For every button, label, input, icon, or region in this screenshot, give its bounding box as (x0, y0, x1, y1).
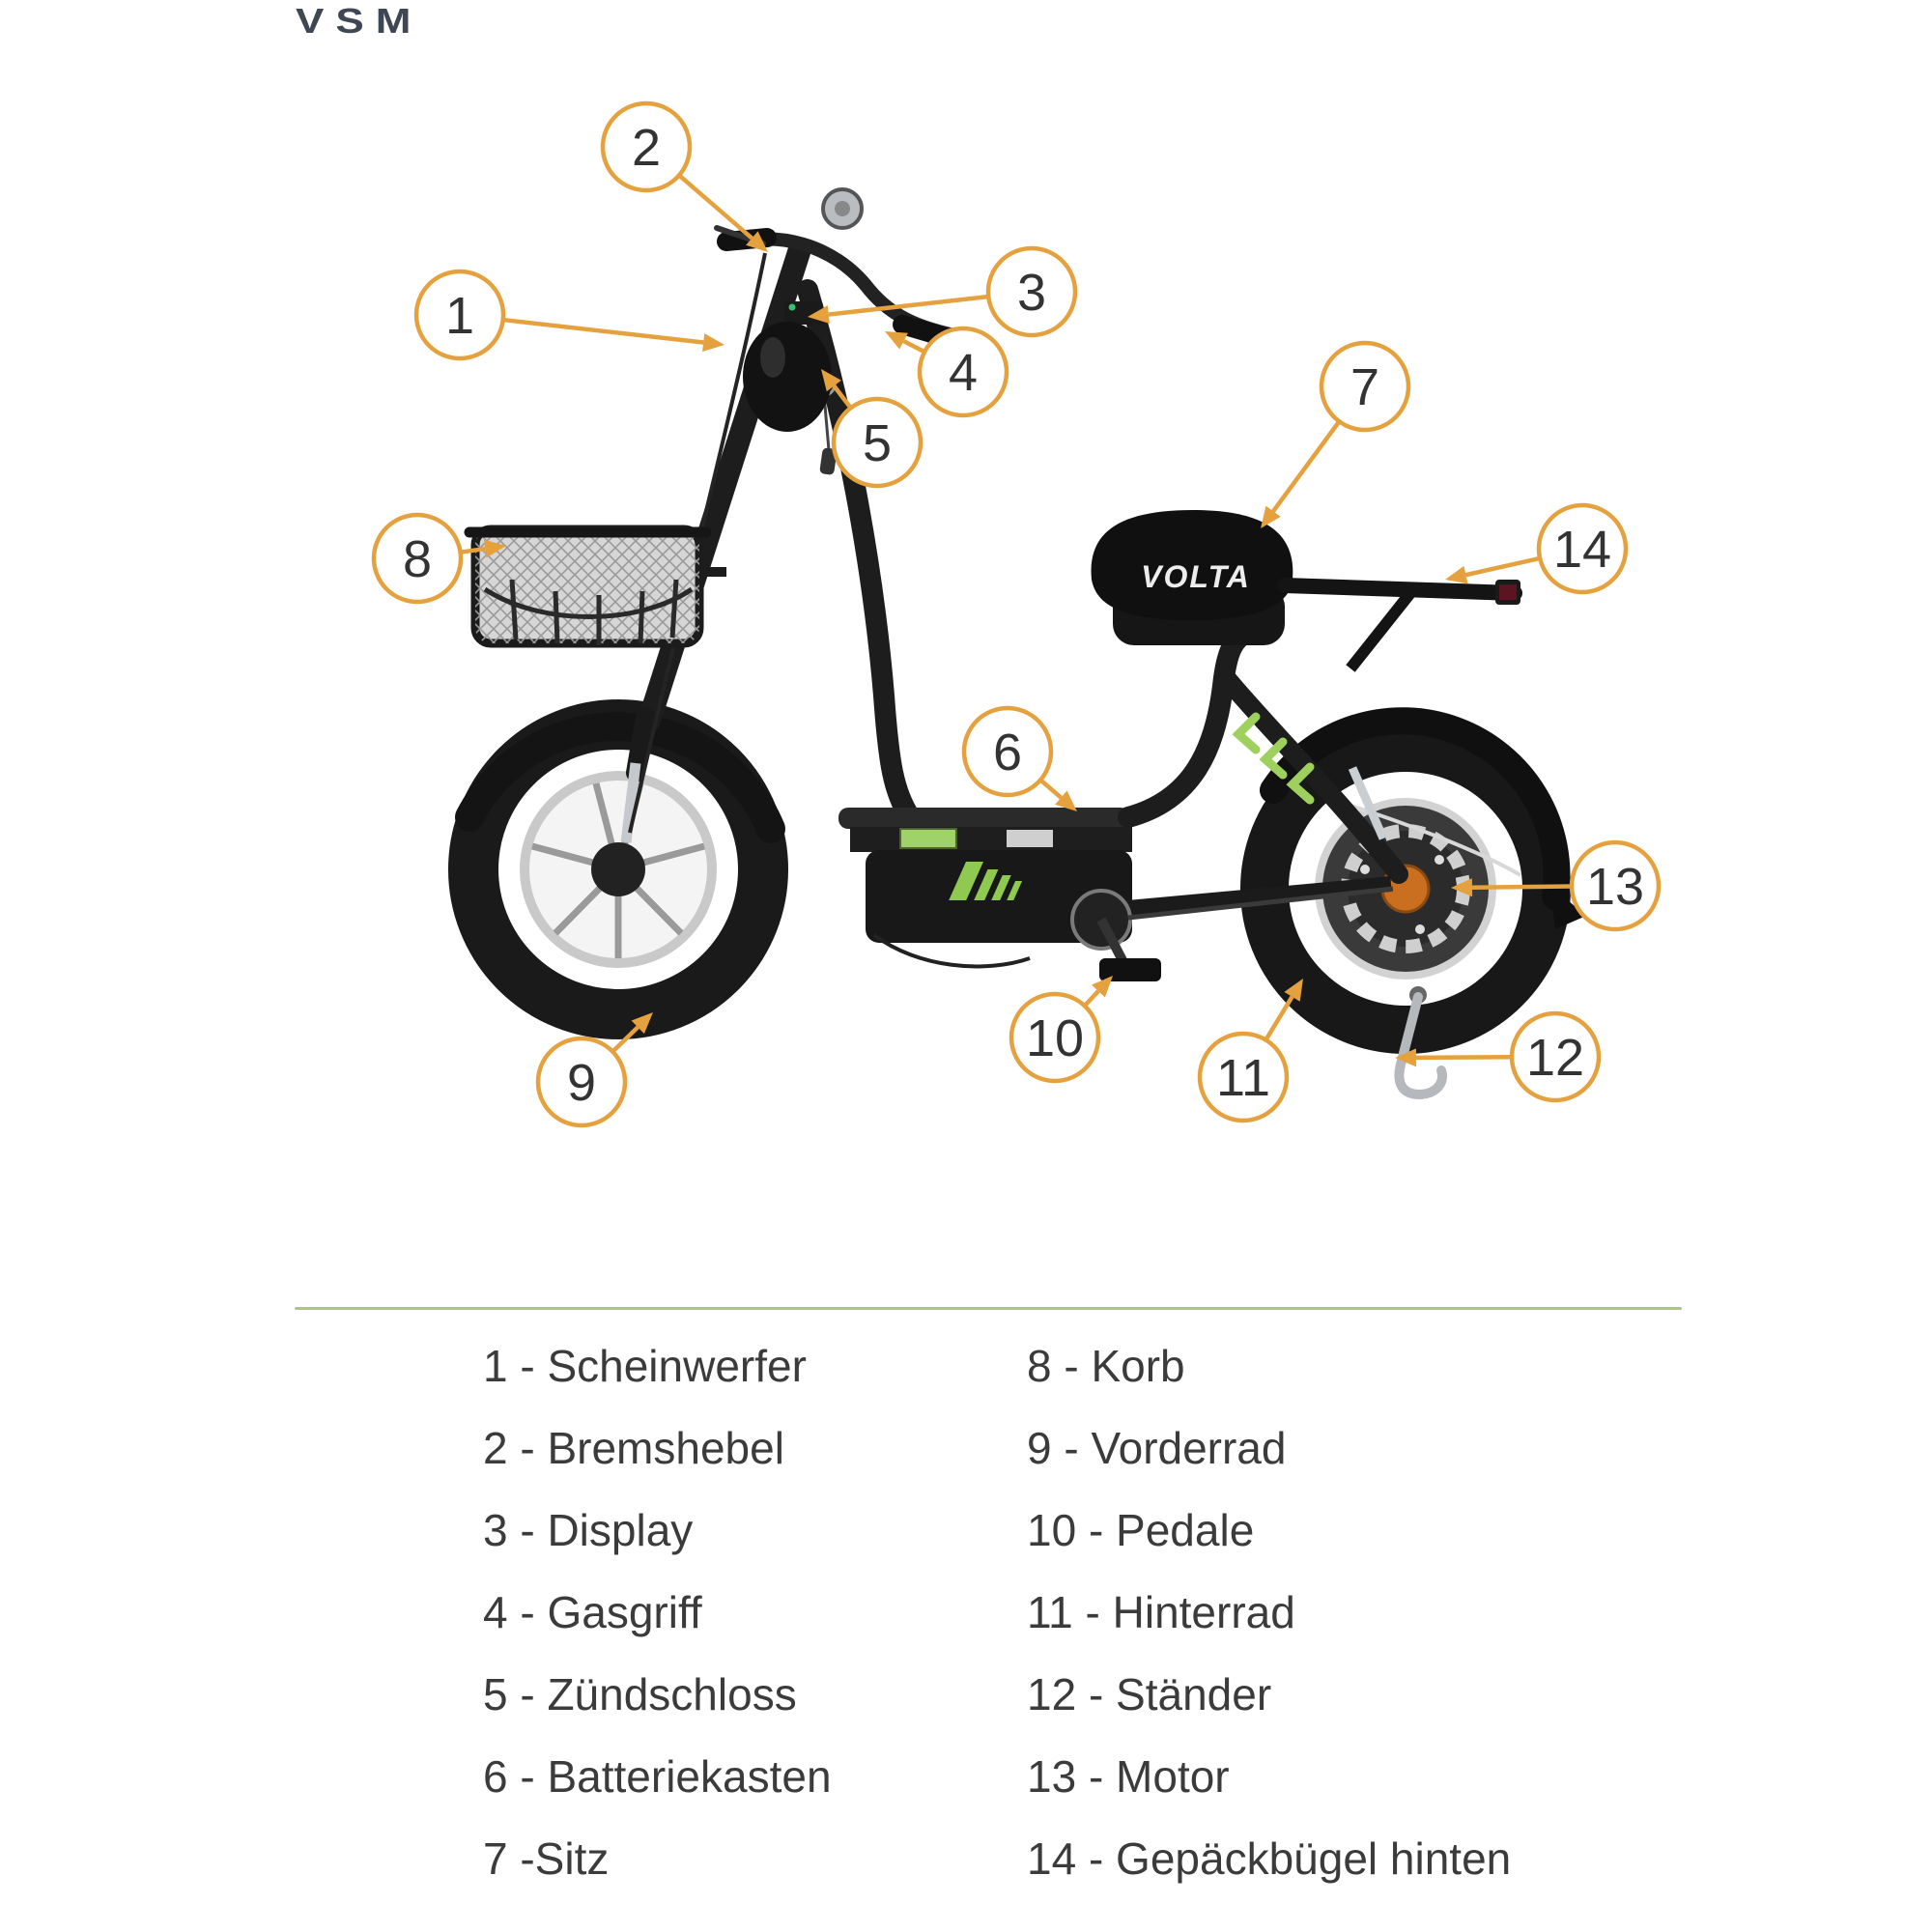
callout-arrowhead (1261, 506, 1281, 528)
rack-reflector (1499, 584, 1517, 600)
callout-number: 14 (1552, 521, 1612, 579)
legend-item-11: 11 - Hinterrad (1027, 1586, 1295, 1637)
legend-item-8: 8 - Korb (1027, 1340, 1185, 1391)
callout-arrowhead (702, 333, 724, 352)
legend-item-12: 12 - Ständer (1027, 1668, 1272, 1719)
callout-5-zündschloss (821, 369, 921, 486)
callout-number: 8 (402, 530, 433, 588)
callout-number: 4 (948, 344, 979, 402)
deck-green-sticker (900, 829, 956, 848)
callout-number: 12 (1525, 1029, 1585, 1087)
legend-item-5: 5 - Zündschloss (483, 1668, 797, 1719)
seat (1092, 510, 1293, 645)
callout-6-batteriekasten (964, 708, 1077, 811)
callout-number: 10 (1025, 1009, 1085, 1067)
callout-leader-line (829, 297, 988, 315)
section-divider (295, 1307, 1682, 1310)
callout-1-scheinwerfer (416, 271, 724, 358)
callout-number: 13 (1585, 858, 1645, 916)
legend-item-1: 1 - Scheinwerfer (483, 1340, 807, 1391)
legend-item-9: 9 - Vorderrad (1027, 1422, 1287, 1473)
callout-leader-line (1040, 780, 1061, 797)
legend-item-14: 14 - Gepäckbügel hinten (1027, 1833, 1512, 1884)
headlight (743, 322, 832, 432)
legend-item-4: 4 - Gasgriff (483, 1586, 702, 1637)
callout-leader-line (1085, 991, 1098, 1006)
callout-leader-line (503, 320, 703, 342)
callout-4-gasgriff (885, 328, 1007, 415)
callout-arrowhead (1445, 566, 1468, 584)
seat-brand-text: VOLTA (1141, 559, 1251, 594)
callout-number: 9 (566, 1054, 597, 1112)
callout-leader-line (1416, 1057, 1512, 1058)
legend-item-7: 7 -Sitz (483, 1833, 610, 1884)
callout-leader-line (904, 341, 925, 352)
legend-item-10: 10 - Pedale (1027, 1504, 1255, 1555)
brand-logo: VSM (296, 2, 423, 42)
callout-leader-line (1465, 558, 1540, 575)
callout-2-bremshebel (603, 103, 768, 252)
callout-number: 6 (992, 724, 1023, 781)
callout-7-sitz (1261, 343, 1408, 528)
callout-leader-line (1273, 421, 1339, 511)
legend-item-2: 2 - Bremshebel (483, 1422, 784, 1473)
legend-item-6: 6 - Batteriekasten (483, 1750, 832, 1802)
legend-left-column (483, 1324, 832, 1899)
callout-number: 5 (862, 414, 893, 472)
callout-leader-line (1265, 997, 1292, 1040)
callout-number: 2 (631, 119, 662, 177)
front-basket (469, 529, 726, 645)
rear-rack (1285, 580, 1520, 668)
callout-leader-line (1472, 887, 1572, 888)
deck-label (1007, 830, 1053, 847)
seat-support-tube (1128, 632, 1248, 817)
footboard (838, 808, 1132, 852)
legend-right-column (1027, 1324, 1511, 1899)
legend-item-3: 3 - Display (483, 1504, 694, 1555)
callout-number: 11 (1215, 1049, 1271, 1107)
callout-10-pedale (1011, 976, 1113, 1081)
callout-number: 1 (444, 287, 475, 345)
legend-item-13: 13 - Motor (1027, 1750, 1230, 1802)
callout-number: 7 (1350, 358, 1380, 416)
callout-number: 3 (1016, 264, 1047, 322)
callout-14-gepäckbügel-hinten (1445, 505, 1626, 592)
